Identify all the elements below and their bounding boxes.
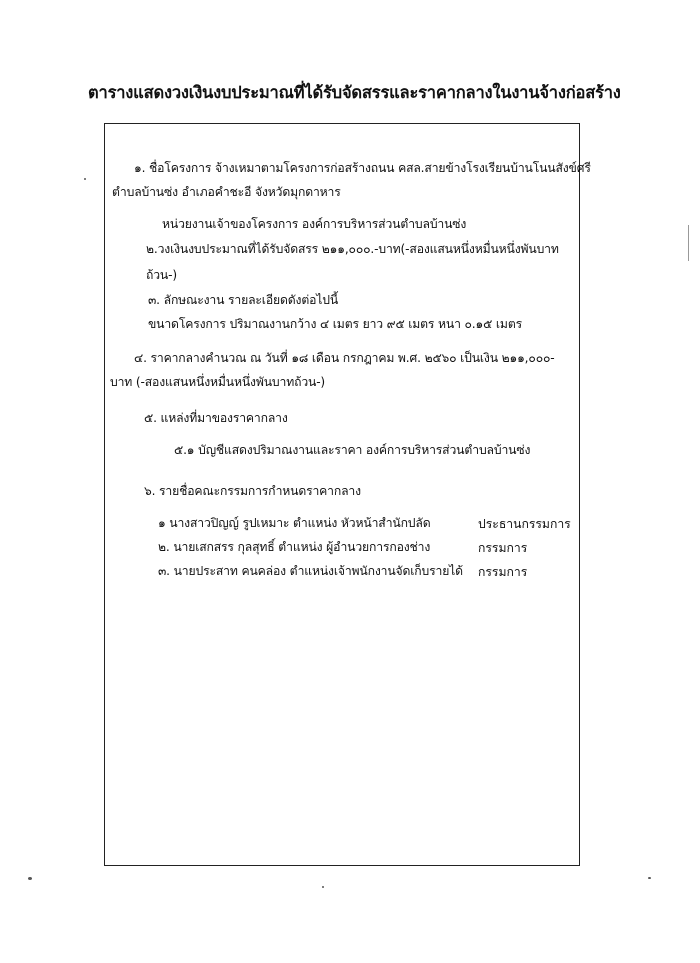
median-price-line-continued: บาท (-สองแสนหนึ่งหมื่นหนึ่งพันบาทถ้วน-) [110, 375, 326, 389]
project-owner-line: หน่วยงานเจ้าของโครงการ องค์การบริหารส่วนตำบลบ้านซ่ง [162, 217, 467, 231]
committee-heading: ๖. รายชื่อคณะกรรมการกำหนดราคากลาง [144, 484, 361, 498]
scan-edge-mark [688, 225, 689, 261]
budget-line-continued: ถ้วน-) [146, 268, 177, 282]
scan-speck [648, 877, 651, 879]
committee-role-1: ประธานกรรมการ [478, 517, 571, 531]
median-price-line: ๔. ราคากลางคำนวณ ณ วันที่ ๑๘ เดือน กรกฎาคม พ.ศ. ๒๕๖๐ เป็นเงิน ๒๑๑,๐๐๐- [134, 351, 555, 365]
committee-role-3: กรรมการ [478, 565, 528, 579]
committee-member-2: ๒. นายเสกสรร กุลสุทธิ์ ตำแหน่ง ผู้อำนวยการกองช่าง [158, 540, 431, 554]
budget-line: ๒.วงเงินงบประมาณที่ได้รับจัดสรร ๒๑๑,๐๐๐.-บาท(-สองแสนหนึ่งหมื่นหนึ่งพันบาท [146, 242, 559, 256]
project-size-line: ขนาดโครงการ ปริมาณงานกว้าง ๔ เมตร ยาว ๙๕ เมตร หนา ๐.๑๕ เมตร [148, 317, 522, 331]
committee-role-2: กรรมการ [478, 541, 528, 555]
price-source-heading: ๕. แหล่งที่มาของราคากลาง [144, 411, 288, 425]
work-description-heading: ๓. ลักษณะงาน รายละเอียดดังต่อไปนี้ [148, 293, 338, 307]
committee-member-1: ๑ นางสาวปิญญ์ รูปเหมาะ ตำแหน่ง หัวหน้าสำนักปลัด [158, 516, 431, 530]
price-source-item: ๕.๑ บัญชีแสดงปริมาณงานและราคา องค์การบริหารส่วนตำบลบ้านซ่ง [174, 443, 531, 457]
project-location-line: ตำบลบ้านซ่ง อำเภอคำชะอี จังหวัดมุกดาหาร [112, 185, 341, 199]
scan-speck [84, 178, 86, 180]
scan-speck [322, 886, 324, 888]
scan-speck [28, 877, 32, 880]
page-title: ตารางแสดงวงเงินงบประมาณที่ได้รับจัดสรรและราคากลางในงานจ้างก่อสร้าง [88, 83, 621, 102]
committee-member-3: ๓. นายประสาท คนคล่อง ตำแหน่งเจ้าพนักงานจัดเก็บรายได้ [158, 564, 463, 578]
project-name-line: ๑. ชื่อโครงการ จ้างเหมาตามโครงการก่อสร้างถนน คสล.สายข้างโรงเรียนบ้านโนนสังข์ศรี [134, 161, 591, 175]
